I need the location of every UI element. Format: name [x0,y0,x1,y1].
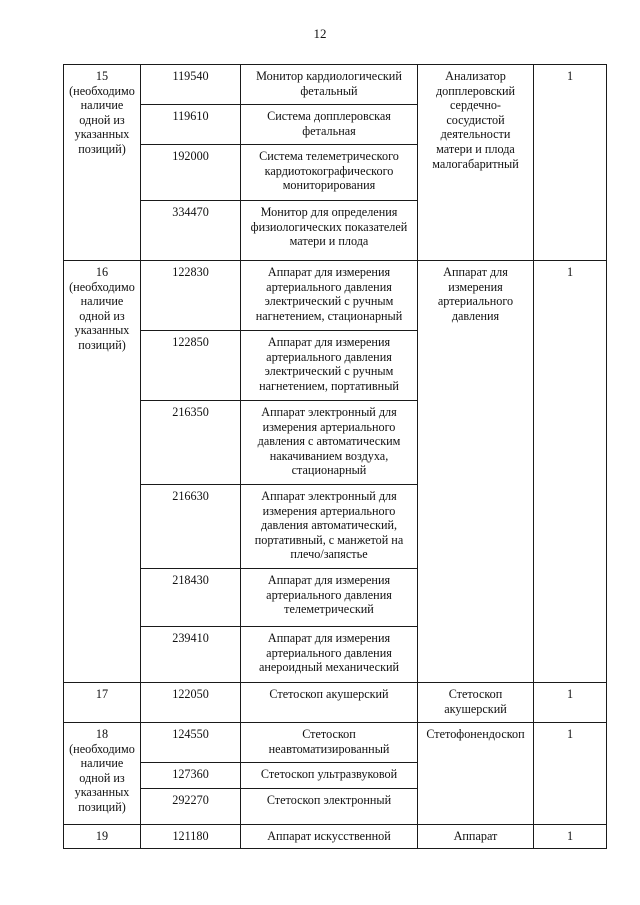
name-cell: Аппарат для измерения артериального давления анероидный механический [241,627,418,683]
name-cell: Аппарат искусственной [241,825,418,849]
table-row [64,683,607,723]
code-cell: 192000 [141,145,241,201]
quantity-cell: 1 [534,683,607,723]
quantity-cell: 1 [534,65,607,261]
name-cell: Стетоскоп акушерский [241,683,418,723]
group-number: 15 [95,69,109,83]
table-row [64,65,607,105]
group-note: (необходимо наличие одной из указанных позиций) [69,83,135,156]
group-number: 18 [95,727,109,741]
code-cell: 122050 [141,683,241,723]
group-number: 16 [95,265,109,279]
code-cell: 218430 [141,569,241,627]
code-cell: 119540 [141,65,241,105]
category-cell: Анализатор допплеровский сердечно-сосудистой деятельности матери и плода малогабаритный [418,65,534,261]
code-cell: 334470 [141,201,241,261]
page-number: 12 [313,26,327,41]
table-row [64,825,607,849]
code-cell: 121180 [141,825,241,849]
code-cell: 122830 [141,261,241,331]
code-cell: 239410 [141,627,241,683]
quantity-cell: 1 [534,261,607,683]
group-number-cell [64,723,141,825]
quantity-cell: 1 [534,723,607,825]
group-note: (необходимо наличие одной из указанных позиций) [69,741,135,814]
group-number: 19 [95,829,109,843]
name-cell: Стетоскоп неавтоматизированный [241,723,418,763]
code-cell: 124550 [141,723,241,763]
equipment-table [63,64,607,849]
name-cell: Монитор кардиологический фетальный [241,65,418,105]
code-cell: 216350 [141,401,241,485]
name-cell: Стетоскоп электронный [241,789,418,825]
group-number-cell [64,683,141,723]
category-cell: Аппарат для измерения артериального давления [418,261,534,683]
code-cell: 216630 [141,485,241,569]
group-number-cell [64,65,141,261]
name-cell: Система допплеровская фетальная [241,105,418,145]
name-cell: Система телеметрического кардиотокографического мониторирования [241,145,418,201]
table-row [64,723,607,763]
name-cell: Аппарат электронный для измерения артериального давления автоматический, портативный, с манжетой на плечо/запястье [241,485,418,569]
code-cell: 119610 [141,105,241,145]
group-note: (необходимо наличие одной из указанных позиций) [69,279,135,352]
table-row [64,261,607,331]
name-cell: Аппарат для измерения артериального давления электрический с ручным нагнетением, портативный [241,331,418,401]
category-cell: Стетоскоп акушерский [418,683,534,723]
group-number-cell [64,261,141,683]
group-number-cell [64,825,141,849]
code-cell: 127360 [141,763,241,789]
name-cell: Аппарат для измерения артериального давления электрический с ручным нагнетением, стационарный [241,261,418,331]
category-cell: Стетофонендоскоп [418,723,534,825]
name-cell: Аппарат для измерения артериального давления телеметрический [241,569,418,627]
group-number: 17 [95,687,109,701]
category-cell: Аппарат [418,825,534,849]
name-cell: Стетоскоп ультразвуковой [241,763,418,789]
quantity-cell: 1 [534,825,607,849]
code-cell: 292270 [141,789,241,825]
name-cell: Аппарат электронный для измерения артериального давления с автоматическим накачиванием воздуха, стационарный [241,401,418,485]
name-cell: Монитор для определения физиологических показателей матери и плода [241,201,418,261]
code-cell: 122850 [141,331,241,401]
